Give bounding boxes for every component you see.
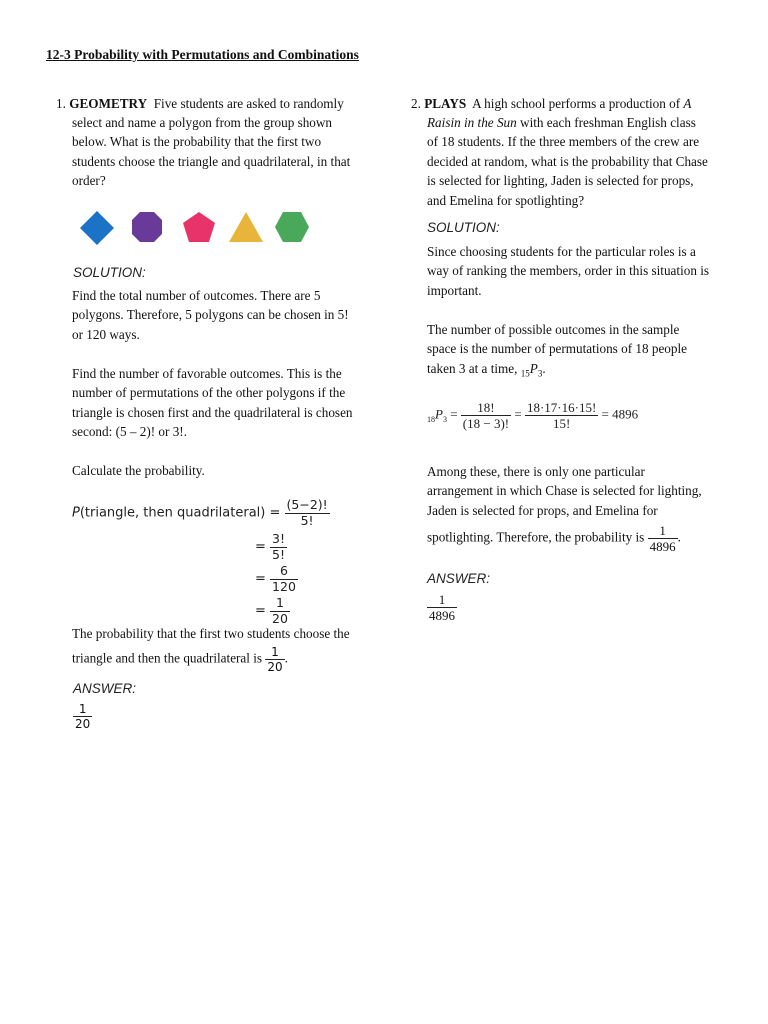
q1-paragraph-2 — [72, 364, 372, 442]
q2-paragraph-1 — [427, 242, 732, 300]
solution-label: SOLUTION: — [73, 265, 146, 280]
q1-paragraph-3: Calculate the probability. — [72, 463, 205, 478]
question-1 — [56, 94, 366, 113]
question-text: A high school performs a production of — [472, 96, 681, 111]
numerator: 18! — [461, 401, 511, 416]
fraction — [265, 646, 284, 673]
denominator: 20 — [267, 660, 283, 675]
numerator: 1 — [427, 593, 457, 608]
text-line: important. — [427, 282, 482, 298]
text-line: polygons. Therefore, 5 polygons can be chosen in 5! — [72, 307, 349, 323]
text-line: triangle and then the quadrilateral is — [72, 650, 263, 666]
math-variable: P — [435, 406, 443, 422]
fraction — [270, 597, 290, 625]
numerator: 6 — [270, 565, 298, 580]
denominator: 5! — [300, 512, 314, 528]
question-1-body — [72, 113, 372, 191]
fraction — [461, 401, 511, 430]
equals-sign: = — [255, 603, 266, 619]
math-variable: P — [72, 505, 80, 521]
text-line: Find the total number of outcomes. There are 5 — [72, 288, 321, 303]
q2-answer — [427, 593, 457, 622]
denominator: 4896 — [429, 608, 455, 623]
text-line: way of ranking the members, order in this situation is — [427, 263, 710, 279]
fraction — [270, 533, 287, 561]
numerator: 1 — [265, 646, 284, 660]
octagon-shape — [130, 210, 164, 248]
subscript: 3 — [537, 368, 543, 379]
solution-label: SOLUTION: — [427, 220, 500, 235]
answer-label: ANSWER: — [427, 571, 491, 586]
triangle-shape — [227, 210, 265, 248]
question-text: below. What is the probability that the first two — [72, 134, 322, 150]
denominator: 5! — [272, 546, 286, 562]
numerator: 1 — [270, 597, 290, 612]
denominator: (18 − 3)! — [462, 416, 510, 431]
question-text: select and name a polygon from the group shown — [72, 115, 333, 130]
text-line: number of permutations of the other polygons if the — [72, 385, 346, 401]
equals-sign: = — [255, 539, 266, 555]
denominator: 20 — [272, 610, 288, 626]
hexagon-shape — [273, 210, 311, 248]
question-text: A — [683, 96, 692, 111]
answer-label: ANSWER: — [73, 681, 137, 696]
play-title: Raisin in the Sun — [427, 115, 517, 130]
fraction — [525, 401, 598, 430]
math-text: (triangle, then quadrilateral) = — [79, 505, 281, 521]
q2-paragraph-2: The number of possible outcomes in the sample space is the number of permutations of 18 people taken 3 at a time, $_{15}P_3$. — [427, 320, 732, 384]
question-2 — [411, 94, 731, 113]
q1-conclusion: The probability that the first two students choose the triangle and then the quadrilateral is $\frac{1}{20}$ . — [72, 624, 372, 673]
page-title: 12-3 Probability with Permutations and Combinations — [46, 47, 359, 62]
denominator: 15! — [552, 416, 571, 431]
fraction — [648, 524, 678, 553]
probability-equation-row-2 — [255, 533, 287, 561]
question-number: 1. — [56, 96, 66, 111]
subscript: 15 — [520, 368, 530, 379]
text-line: spotlighting. Therefore, the probability is — [427, 529, 645, 545]
question-text: with each freshman English class — [520, 115, 696, 130]
numerator: 1 — [73, 703, 92, 717]
text-line: Among these, there is only one particular — [427, 464, 645, 479]
text-line: space is the number of permutations of 18 people — [427, 341, 688, 357]
answer-fraction — [427, 593, 457, 622]
text-line: Since choosing students for the particular roles is a — [427, 244, 696, 259]
diamond-shape — [78, 209, 116, 251]
equals-sign: = — [514, 406, 522, 422]
numerator: 18·17·16·15! — [526, 400, 597, 415]
text-line: The probability that the first two students choose the — [72, 626, 350, 641]
question-keyword: PLAYS — [424, 96, 467, 111]
fraction — [270, 565, 298, 593]
pentagon-shape — [181, 210, 217, 248]
question-text: Five students are asked to randomly — [153, 96, 344, 111]
text-line: taken 3 at a time, — [427, 360, 518, 376]
text-line: or 120 ways. — [72, 326, 140, 342]
question-keyword: GEOMETRY — [69, 96, 148, 111]
probability-equation-row-4 — [255, 597, 290, 625]
text-line: second: (5 – 2)! or 3!. — [72, 424, 187, 440]
q1-answer — [73, 703, 92, 730]
text-line: Find the number of favorable outcomes. This is the — [72, 366, 342, 381]
subscript: 18 — [427, 415, 435, 425]
denominator: 20 — [75, 717, 91, 731]
equals-sign: = — [450, 406, 458, 422]
denominator: 120 — [272, 578, 296, 594]
question-text: decided at random, what is the probability that Chase — [427, 153, 708, 169]
question-text: of 18 students. If the three members of the crew are — [427, 134, 700, 150]
denominator: 4896 — [649, 539, 676, 555]
q2-paragraph-3: Among these, there is only one particular arrangement in which Chase is selected for lighting, Jaden is selected for props, and Emelina for spotlighting. Therefore, the probability is $\frac{1}{4896}$ . — [427, 462, 732, 553]
answer-fraction — [73, 703, 92, 730]
equation-result: = 4896 — [601, 406, 639, 422]
math-variable: P — [529, 360, 538, 376]
q1-paragraph-1 — [72, 286, 372, 344]
question-text: order? — [72, 173, 106, 189]
text-line: arrangement in which Chase is selected for lighting, — [427, 483, 702, 499]
probability-equation-row-1 — [72, 499, 330, 527]
permutation-equation — [427, 401, 638, 430]
subscript: 3 — [442, 415, 447, 425]
text-line: The number of possible outcomes in the sample — [427, 322, 680, 337]
equals-sign: = — [255, 571, 266, 587]
probability-equation-row-3 — [255, 565, 298, 593]
question-text: and Emelina for spotlighting? — [427, 192, 585, 208]
numerator: 1 — [648, 524, 678, 539]
text-line: Jaden is selected for props, and Emelina for — [427, 502, 658, 518]
fraction — [285, 499, 330, 527]
numerator: 3! — [272, 531, 286, 546]
numerator: (5−2)! — [286, 497, 328, 512]
question-text: students choose the triangle and quadrilateral, in that — [72, 153, 351, 169]
text-line: triangle is chosen first and the quadrilateral is chosen — [72, 404, 353, 420]
question-2-body — [427, 113, 732, 210]
question-number: 2. — [411, 96, 421, 111]
question-text: is selected for lighting, Jaden is selected for props, — [427, 173, 694, 189]
